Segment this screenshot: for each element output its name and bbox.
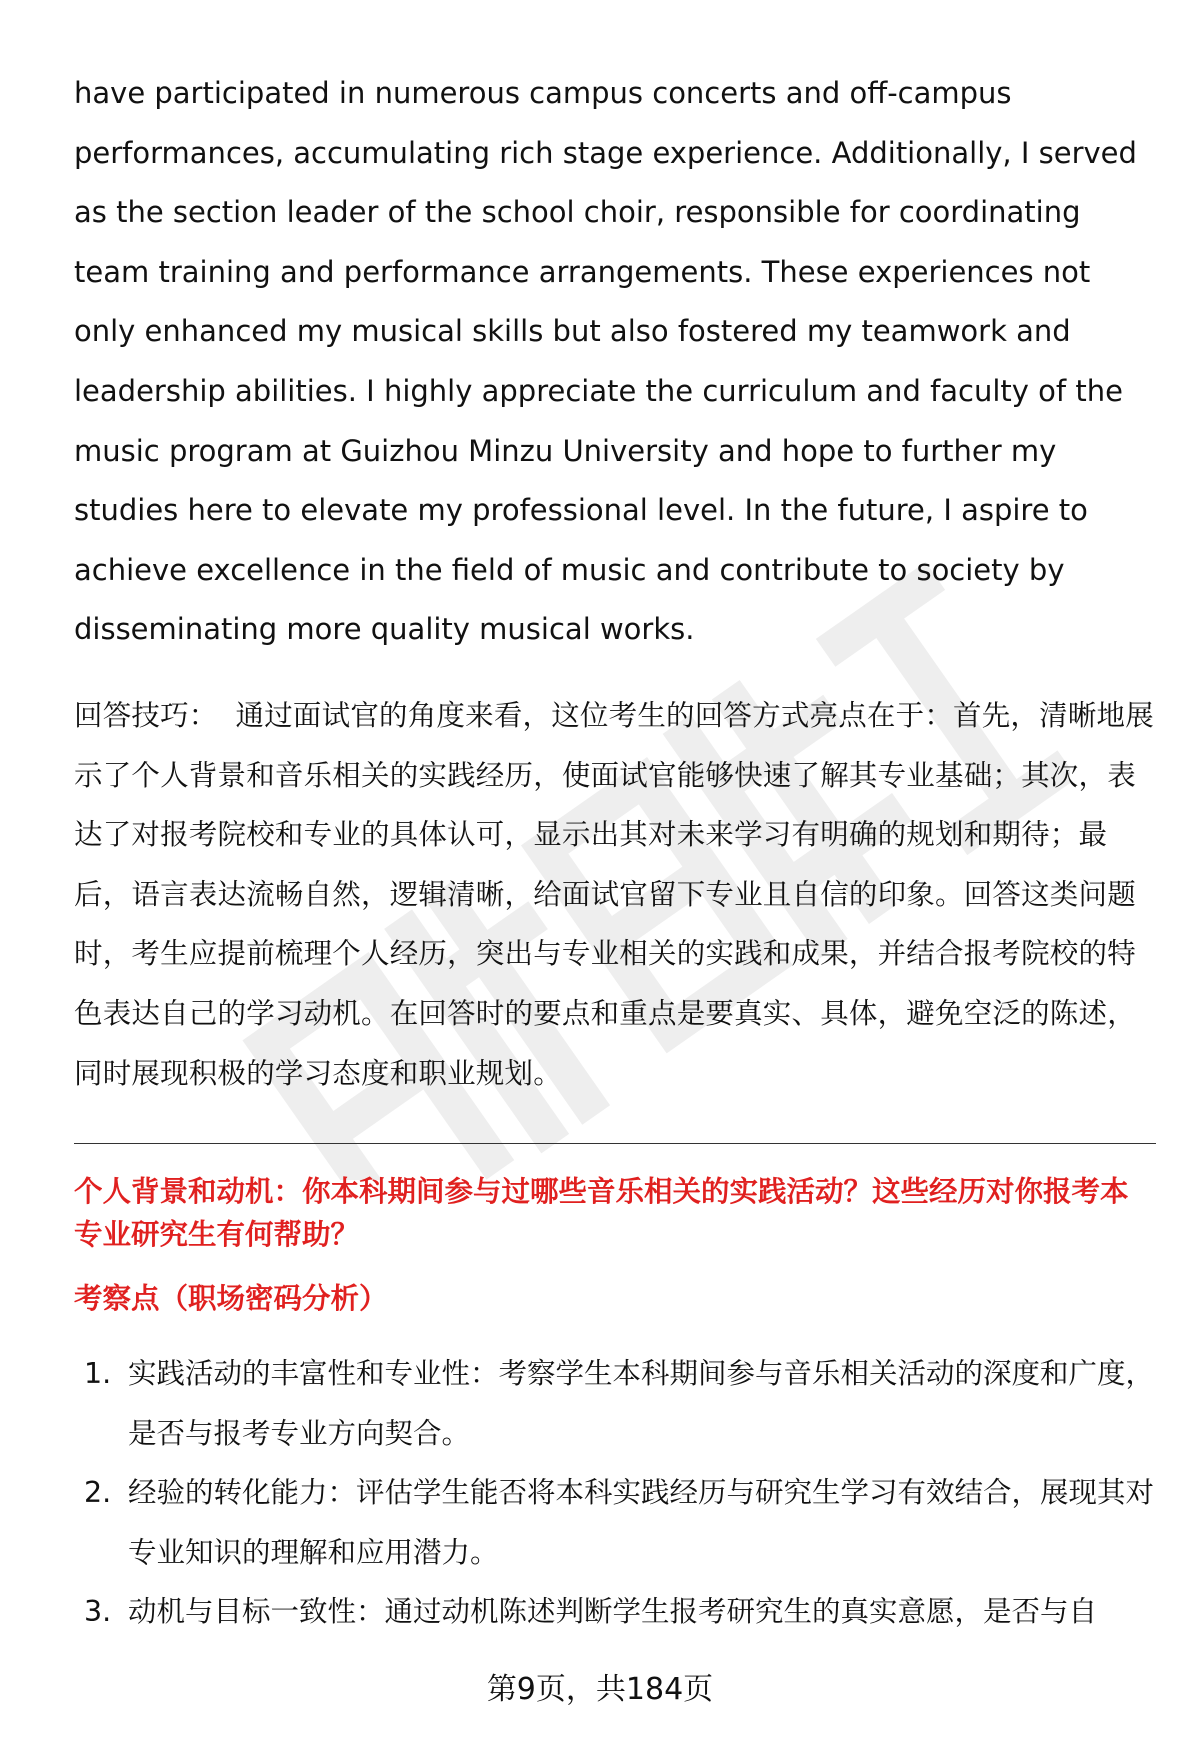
list-item-number: 1.	[84, 1357, 112, 1391]
answer-tips-text: 通过面试官的角度来看，这位考生的回答方式亮点在于：首先，清晰地展示了个人背景和音乐相关的实践经历，使面试官能够快速了解其专业基础；其次，表达了对报考院校和专业的具体认可，显示出其对未来学习有明确的规划和期待；最后，语言表达流畅自然，逻辑清晰，给面试官留下专业且自信的印象。回答这类问题时，考生应提前梳理个人经历，突出与专业相关的实践和成果，并结合报考院校的特色表达自己的学习动机。在回答时的要点和重点是要真实、具体，避免空泛的陈述，同时展现积极的学习态度和职业规划。	[74, 698, 1154, 1090]
list-item	[74, 1344, 1156, 1463]
answer-tips-label: 回答技巧：	[74, 698, 218, 732]
page-footer: 第9页，共184页	[0, 1668, 1200, 1712]
list-item-number: 3.	[84, 1595, 112, 1629]
assessment-points-list	[74, 1344, 1156, 1642]
list-item	[74, 1582, 1156, 1642]
document-page	[74, 64, 1156, 1642]
list-item-text: 经验的转化能力：评估学生能否将本科实践经历与研究生学习有效结合，展现其对专业知识的理解和应用潜力。	[128, 1476, 1155, 1569]
list-item	[74, 1463, 1156, 1582]
section-divider	[74, 1143, 1156, 1144]
list-item-text: 动机与目标一致性：通过动机陈述判断学生报考研究生的真实意愿，是否与自	[128, 1595, 1098, 1629]
assessment-points-title: 考察点（职场密码分析）	[74, 1282, 388, 1316]
answer-tips-paragraph	[74, 686, 1156, 1103]
question-heading: 个人背景和动机：你本科期间参与过哪些音乐相关的实践活动？这些经历对你报考本专业研究生有何帮助？	[74, 1175, 1129, 1252]
list-item-text: 实践活动的丰富性和专业性：考察学生本科期间参与音乐相关活动的深度和广度，是否与报考专业方向契合。	[128, 1357, 1155, 1450]
list-item-number: 2.	[84, 1476, 112, 1510]
intro-paragraph: have participated in numerous campus concerts and off-campus performances, accumulating rich stage experience. Additionally, I served as the section leader of the school choir, responsible for coordinating team training and performance arrangements. These experiences not only enhanced my musical skills but also fostered my teamwork and leadership abilities. I highly appreciate the curriculum and faculty of the music program at Guizhou Minzu University and hope to further my studies here to elevate my professional level. In the future, I aspire to achieve excellence in the field of music and contribute to society by disseminating more quality musical works.	[74, 76, 1137, 647]
